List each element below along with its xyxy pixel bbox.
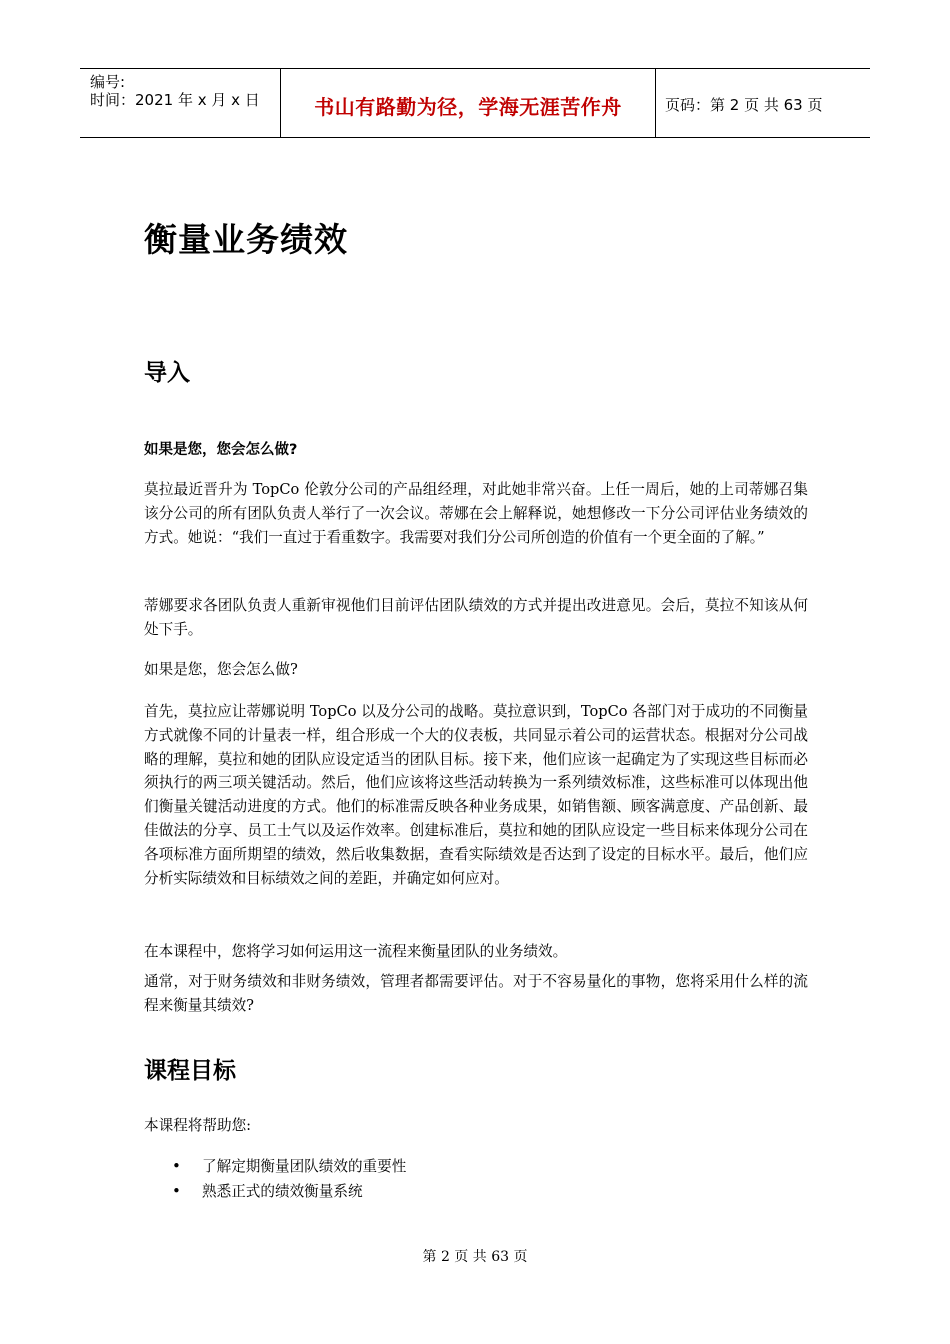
document-title: 衡量业务绩效 — [144, 220, 348, 259]
header-page-cell — [655, 69, 870, 137]
header-motto-cell — [280, 69, 656, 137]
list-item-text: 熟悉正式的绩效衡量系统 — [202, 1183, 363, 1200]
bullet-icon: • — [172, 1182, 181, 1200]
list-item-text: 了解定期衡量团队绩效的重要性 — [202, 1158, 407, 1175]
motto: 书山有路勤为径，学海无涯苦作舟 — [314, 95, 622, 119]
header-meta-cell — [80, 69, 280, 137]
objectives-list — [168, 1154, 406, 1204]
section-heading-intro: 导入 — [144, 360, 190, 386]
page-header — [80, 68, 870, 138]
paragraph: 蒂娜要求各团队负责人重新审视他们目前评估团队绩效的方式并提出改进意见。会后，莫拉不知该从何处下手。 — [144, 597, 808, 638]
list-item — [168, 1154, 406, 1179]
paragraph: 在本课程中，您将学习如何运用这一流程来衡量团队的业务绩效。 — [144, 943, 568, 960]
intro-question: 如果是您，您会怎么做? — [144, 442, 298, 458]
page-footer: 第 2 页 共 63 页 — [422, 1249, 528, 1265]
code-label: 编号: — [90, 73, 126, 91]
date-line: 时间：2021 年 x 月 x 日 — [90, 91, 260, 109]
paragraph: 莫拉最近晋升为 TopCo 伦敦分公司的产品组经理，对此她非常兴奋。上任一周后，她的上司蒂娜召集该分公司的所有团队负责人举行了一次会议。蒂娜在会上解释说，她想修改一下分公司评估业务绩效的方式。她说：“我们一直过于看重数字。我需要对我们分公司所创造的价值有一个更全面的了解。” — [144, 481, 808, 546]
list-item — [168, 1179, 406, 1204]
bullet-icon: • — [172, 1157, 181, 1175]
paragraph: 通常，对于财务绩效和非财务绩效，管理者都需要评估。对于不容易量化的事物，您将采用什么样的流程来衡量其绩效? — [144, 973, 808, 1014]
objectives-lead: 本课程将帮助您: — [144, 1117, 252, 1134]
paragraph: 首先，莫拉应让蒂娜说明 TopCo 以及分公司的战略。莫拉意识到，TopCo 各部门对于成功的不同衡量方式就像不同的计量表一样，组合形成一个大的仪表板，共同显示着公司的运营状态。根据对分公司战略的理解，莫拉和她的团队应设定适当的团队目标。接下来，他们应该一起确定为了实现这些目标而必须执行的两三项关键活动。然后，他们应该将这些活动转换为一系列绩效标准，这些标准可以体现出他们衡量关键活动进度的方式。他们的标准需反映各种业务成果，如销售额、顾客满意度、产品创新、最佳做法的分享、员工士气以及运作效率。创建标准后，莫拉和她的团队应设定一些目标来体现分公司在各项标准方面所期望的绩效，然后收集数据，查看实际绩效是否达到了设定的目标水平。最后，他们应分析实际绩效和目标绩效之间的差距，并确定如何应对。 — [144, 703, 808, 887]
paragraph: 如果是您，您会怎么做? — [144, 661, 298, 678]
page-info: 页码：第 2 页 共 63 页 — [665, 96, 823, 114]
section-heading-objectives: 课程目标 — [144, 1058, 236, 1084]
